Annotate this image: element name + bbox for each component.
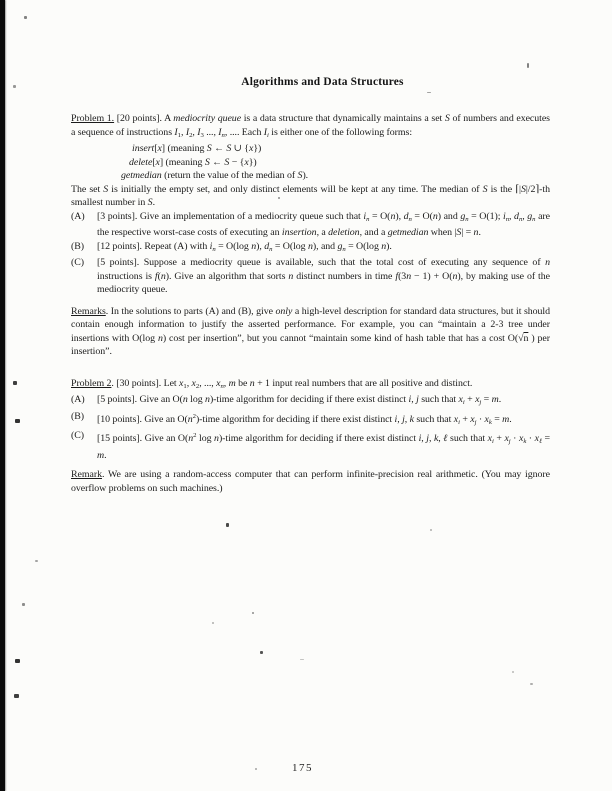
problem1-remarks <box>71 305 550 359</box>
text-run: )-time algorithm for deciding if there exist distinct <box>195 413 395 425</box>
text-run: [15 points]. Give an O( <box>97 433 189 444</box>
text-run: n <box>406 270 412 282</box>
text-run: S <box>456 227 462 238</box>
text-run: n <box>532 215 536 223</box>
text-run: x <box>487 433 492 444</box>
scan-speck <box>300 659 304 660</box>
text-run: x <box>475 394 480 405</box>
text-run: + <box>459 413 471 425</box>
text-run: m <box>491 394 499 405</box>
text-run: i <box>462 399 465 406</box>
text-run: n <box>545 257 550 268</box>
scan-speck <box>24 16 27 19</box>
text-run: i <box>408 394 412 405</box>
problem2-part-c <box>71 429 550 462</box>
text-run: . [30 points]. Let <box>111 377 180 389</box>
text-run: x <box>155 156 160 168</box>
text-run: ), <box>256 240 265 252</box>
problem1-part-b <box>71 240 550 257</box>
text-run: n <box>473 227 479 238</box>
scan-speck <box>260 651 263 654</box>
text-run: only <box>275 305 293 317</box>
text-run: g <box>460 210 466 222</box>
text-run: ), and <box>312 240 338 252</box>
problem1-intro <box>71 112 550 142</box>
item-label: (A) <box>71 394 85 405</box>
text-run: k <box>523 438 527 445</box>
text-run: x <box>470 413 475 425</box>
document-body <box>71 112 550 495</box>
text-run: distinct numbers in time <box>293 270 396 282</box>
text-run: m <box>228 377 236 389</box>
scan-edge-artifact <box>0 0 5 791</box>
text-run: deletion <box>328 227 360 238</box>
text-run: √ <box>518 332 524 344</box>
text-run: be <box>235 377 250 389</box>
page-number: 175 <box>292 762 313 774</box>
text-run: j <box>416 394 419 405</box>
text-run: + <box>464 394 476 405</box>
scan-speck <box>226 523 229 527</box>
text-run: n <box>157 332 163 344</box>
text-run: − 1) + O( <box>411 270 453 282</box>
text-run: n <box>212 245 216 253</box>
text-run: x <box>179 377 184 389</box>
text-run: ) cost per insertion”, but you cannot “maintain some kind of hash table that has a cost O( <box>162 332 519 344</box>
text-run: S <box>103 183 109 195</box>
scan-speck <box>278 197 280 199</box>
text-run: = O(log <box>215 240 252 252</box>
scan-speck <box>212 622 214 624</box>
text-run: = <box>481 394 492 405</box>
text-run: ). <box>386 240 392 252</box>
text-run: S <box>224 156 230 168</box>
text-run: I <box>174 126 178 138</box>
text-run: of numbers and executes a sequence of instructions <box>71 113 550 138</box>
text-run: getmedian <box>121 170 162 181</box>
text-run: S <box>204 156 210 168</box>
text-run: x <box>504 433 509 444</box>
text-run: m <box>97 449 105 461</box>
text-run: ] (meaning <box>161 143 207 154</box>
text-run: Problem 2 <box>71 377 112 389</box>
text-run: k <box>488 418 492 426</box>
text-run: 1 <box>183 382 187 390</box>
text-run: d <box>514 210 519 222</box>
text-run: n <box>249 377 255 389</box>
scan-speck <box>430 529 432 531</box>
text-run: I <box>263 126 267 138</box>
text-run: . In the solutions to parts (A) and (B), give <box>105 305 276 317</box>
text-run: n <box>523 332 529 344</box>
text-run: n <box>465 215 469 223</box>
text-run: )-time algorithm for deciding if there exist distinct <box>209 394 409 405</box>
text-run: n <box>390 210 396 222</box>
text-run: }) <box>253 143 262 154</box>
text-run: n <box>505 215 510 223</box>
text-run: mediocrity queue <box>173 113 242 124</box>
text-run: x <box>244 156 249 168</box>
text-run: I <box>218 126 222 138</box>
text-run: x <box>453 413 459 425</box>
text-run: [20 points]. A <box>114 113 174 124</box>
scan-speck <box>512 671 514 673</box>
text-run: . We are using a random-access computer that can perform infinite-precision real arithmetic. (You may ignore overflow problems on such machines.) <box>71 469 550 494</box>
text-run: , <box>192 126 198 138</box>
text-run: j <box>508 438 511 445</box>
problem2-part-b <box>71 410 550 430</box>
text-run: | = <box>461 227 474 238</box>
text-run: , <box>438 433 444 444</box>
text-run: S <box>482 183 488 195</box>
text-run: [3 points]. Give an implementation of a mediocrity queue such that <box>97 210 364 222</box>
text-run: n <box>220 382 224 390</box>
text-run: is a data structure that dynamically maintains a set <box>241 113 445 124</box>
text-run: ℓ <box>443 433 448 444</box>
text-run: S <box>444 113 450 124</box>
text-run: 3 <box>200 131 204 139</box>
text-run: Problem 1. <box>71 113 115 124</box>
text-run: [ <box>152 156 156 168</box>
insert-definition <box>132 142 550 156</box>
text-run: is either one of the following forms: <box>268 126 413 138</box>
scan-speck <box>14 694 19 698</box>
text-run: x <box>216 377 221 389</box>
text-run: , <box>223 377 229 389</box>
text-run: when | <box>428 227 457 238</box>
text-run: Remarks <box>71 305 106 317</box>
text-run: , <box>522 210 528 222</box>
text-run: insert <box>132 143 155 154</box>
text-run: , a <box>316 227 329 238</box>
text-run: , <box>397 413 403 425</box>
text-run: x <box>157 143 162 154</box>
text-run: n <box>518 215 523 223</box>
problem2-part-a <box>71 393 550 410</box>
text-run: k <box>409 413 414 425</box>
text-run: n <box>307 240 313 252</box>
text-run: , .... Each <box>224 126 264 138</box>
text-run: (return the value of the median of <box>161 170 298 181</box>
item-label: (A) <box>71 210 85 222</box>
text-run: (3 <box>398 270 407 282</box>
text-run: Remark <box>71 469 102 480</box>
delete-definition <box>129 156 550 170</box>
text-run: + <box>493 433 505 444</box>
text-run: n <box>342 245 346 253</box>
text-run: m <box>502 413 510 425</box>
text-run: , <box>186 377 192 389</box>
text-run: S <box>226 143 232 154</box>
text-run: instructions is <box>97 270 155 282</box>
text-run: i <box>492 438 494 445</box>
text-run: ). <box>302 170 309 181</box>
getmedian-definition <box>121 169 550 183</box>
text-run: i <box>267 131 269 139</box>
scan-speck <box>530 683 533 685</box>
text-run: · <box>510 433 519 444</box>
document-title: Algorithms and Data Structures <box>241 76 404 88</box>
text-run: k <box>433 433 439 444</box>
scan-speck <box>15 659 20 663</box>
text-run: n <box>214 433 219 444</box>
text-run: [12 points]. Repeat (A) with <box>97 240 210 252</box>
text-run: [ <box>154 143 158 154</box>
text-run: ), <box>395 210 404 222</box>
text-run: S <box>206 143 212 154</box>
text-run: S <box>520 183 526 195</box>
text-run: n <box>160 270 166 282</box>
text-run: . <box>104 449 107 461</box>
text-run: g <box>337 240 343 252</box>
text-run: 2 <box>193 432 197 439</box>
text-run: ← <box>209 156 225 168</box>
text-run: ) and <box>437 210 461 222</box>
text-run: n <box>408 215 412 223</box>
text-run: [10 points]. Give an O( <box>97 413 188 425</box>
text-run: }) <box>248 156 257 168</box>
text-run: = <box>541 433 551 444</box>
text-run: delete <box>129 156 153 168</box>
text-run: n <box>251 240 257 252</box>
text-run: , and a <box>359 227 388 238</box>
scan-speck <box>255 768 257 770</box>
text-run: [5 points]. Suppose a mediocrity queue is available, such that the total cost of executing any sequence of <box>97 257 546 268</box>
text-run: such that <box>413 413 454 425</box>
text-run: d <box>264 240 270 252</box>
item-label: (C) <box>71 257 85 268</box>
text-run: n <box>288 270 294 282</box>
text-run: = O(log <box>272 240 308 252</box>
scan-speck <box>527 63 529 68</box>
problem1-part-c <box>71 256 550 297</box>
text-run: j <box>426 433 429 444</box>
text-run: x <box>484 413 489 425</box>
text-run: − { <box>229 156 245 168</box>
text-run: 2 <box>195 382 200 390</box>
scan-speck <box>15 419 20 423</box>
text-run: n <box>182 394 188 405</box>
text-run: j <box>474 418 477 426</box>
text-run: , <box>421 433 427 444</box>
text-run: x <box>458 394 463 405</box>
text-run: [5 points]. Give an O( <box>97 394 183 405</box>
text-run: = O(log <box>345 240 382 252</box>
text-run: , <box>411 394 417 405</box>
scan-speck <box>22 603 25 606</box>
text-run: are the respective worst-case costs of executing an <box>97 210 550 238</box>
text-run: n <box>187 413 193 425</box>
scan-speck <box>35 560 38 562</box>
text-run: 2 <box>192 412 196 420</box>
problem1-part-a <box>71 210 550 240</box>
text-run: , <box>404 413 410 425</box>
text-run: n <box>452 270 458 282</box>
text-run: I <box>197 126 201 138</box>
text-run: a high-level description for standard data structures, but it should contain enough information to justify the asserted performance. For example, you can “maintain a 2-3 tree under insertions with O(log <box>71 305 550 344</box>
scan-speck <box>427 92 431 93</box>
text-run: i <box>363 210 367 222</box>
scan-speck <box>13 85 16 88</box>
text-run: log <box>187 394 206 405</box>
text-run: ), by making use of the mediocrity queue. <box>97 270 550 295</box>
text-run: such that <box>447 433 488 444</box>
text-run: is initially the empty set, and only distinct elements will be kept at any time. The median of <box>108 183 483 195</box>
scan-speck <box>13 381 17 385</box>
text-run: ] (meaning <box>159 156 205 168</box>
text-run: = O( <box>411 210 433 222</box>
text-run: n <box>366 215 370 223</box>
text-run: i <box>503 210 506 222</box>
text-run: i <box>209 240 213 252</box>
text-run: n <box>269 245 273 253</box>
text-run: = <box>491 413 503 425</box>
text-run: 2 <box>189 131 193 139</box>
text-run: g <box>527 210 533 222</box>
text-run: getmedian <box>387 227 429 238</box>
text-run: ℓ <box>538 438 542 445</box>
text-run: such that <box>418 394 459 405</box>
text-run: . <box>498 394 502 405</box>
text-run: n <box>188 433 194 444</box>
text-run: ∪ { <box>231 143 249 154</box>
item-label: (B) <box>71 240 85 252</box>
text-run: · <box>476 413 485 425</box>
problem2-intro <box>71 377 550 394</box>
text-run: n <box>221 131 225 139</box>
text-run: . <box>152 197 155 208</box>
text-run: x <box>248 143 254 154</box>
text-run: i <box>458 418 460 426</box>
text-run: f <box>395 270 399 282</box>
text-run: ) per insertion”. <box>71 332 550 357</box>
text-run: f <box>154 270 158 282</box>
text-run: ..., <box>203 126 219 138</box>
text-run: ). Give an algorithm that sorts <box>165 270 289 282</box>
text-run: i <box>394 413 398 425</box>
text-run: ← <box>211 143 227 154</box>
text-run: , <box>180 126 186 138</box>
text-run: n <box>381 240 387 252</box>
text-run: j <box>402 413 405 425</box>
text-run: . <box>478 227 481 238</box>
text-run: insertion <box>281 227 317 238</box>
text-run: I <box>185 126 190 138</box>
text-run: + 1 input real numbers that are all positive and distinct. <box>254 377 473 389</box>
text-run: x <box>191 377 196 389</box>
median-definition <box>71 183 550 210</box>
text-run: . <box>509 413 512 425</box>
text-run: , <box>428 433 434 444</box>
text-run: x <box>534 433 539 444</box>
text-run: is the ⌈| <box>487 183 521 195</box>
text-run: d <box>403 210 409 222</box>
text-run: = O(1); <box>468 210 503 222</box>
text-run: The set <box>71 183 104 195</box>
item-label: (C) <box>71 430 85 441</box>
problem2-remark <box>71 468 550 495</box>
text-run: , ..., <box>199 377 217 389</box>
text-run: i <box>418 433 422 444</box>
text-run: S <box>297 170 303 181</box>
text-run: 1 <box>177 131 181 139</box>
text-run: j <box>479 399 482 406</box>
text-run: x <box>518 433 524 444</box>
text-run: |/2⌉-th smallest number in <box>71 183 550 208</box>
item-label: (B) <box>71 410 85 422</box>
text-run: n <box>432 210 438 222</box>
text-run: ( <box>157 270 161 282</box>
text-run: )-time algorithm for deciding if there exist distinct <box>218 433 419 444</box>
scan-speck <box>252 612 254 614</box>
text-run: log <box>196 433 215 444</box>
text-run: = O( <box>369 210 391 222</box>
text-run: S <box>147 197 153 208</box>
text-run: n <box>205 394 210 405</box>
text-run: · <box>526 433 535 444</box>
text-run: , <box>509 210 515 222</box>
